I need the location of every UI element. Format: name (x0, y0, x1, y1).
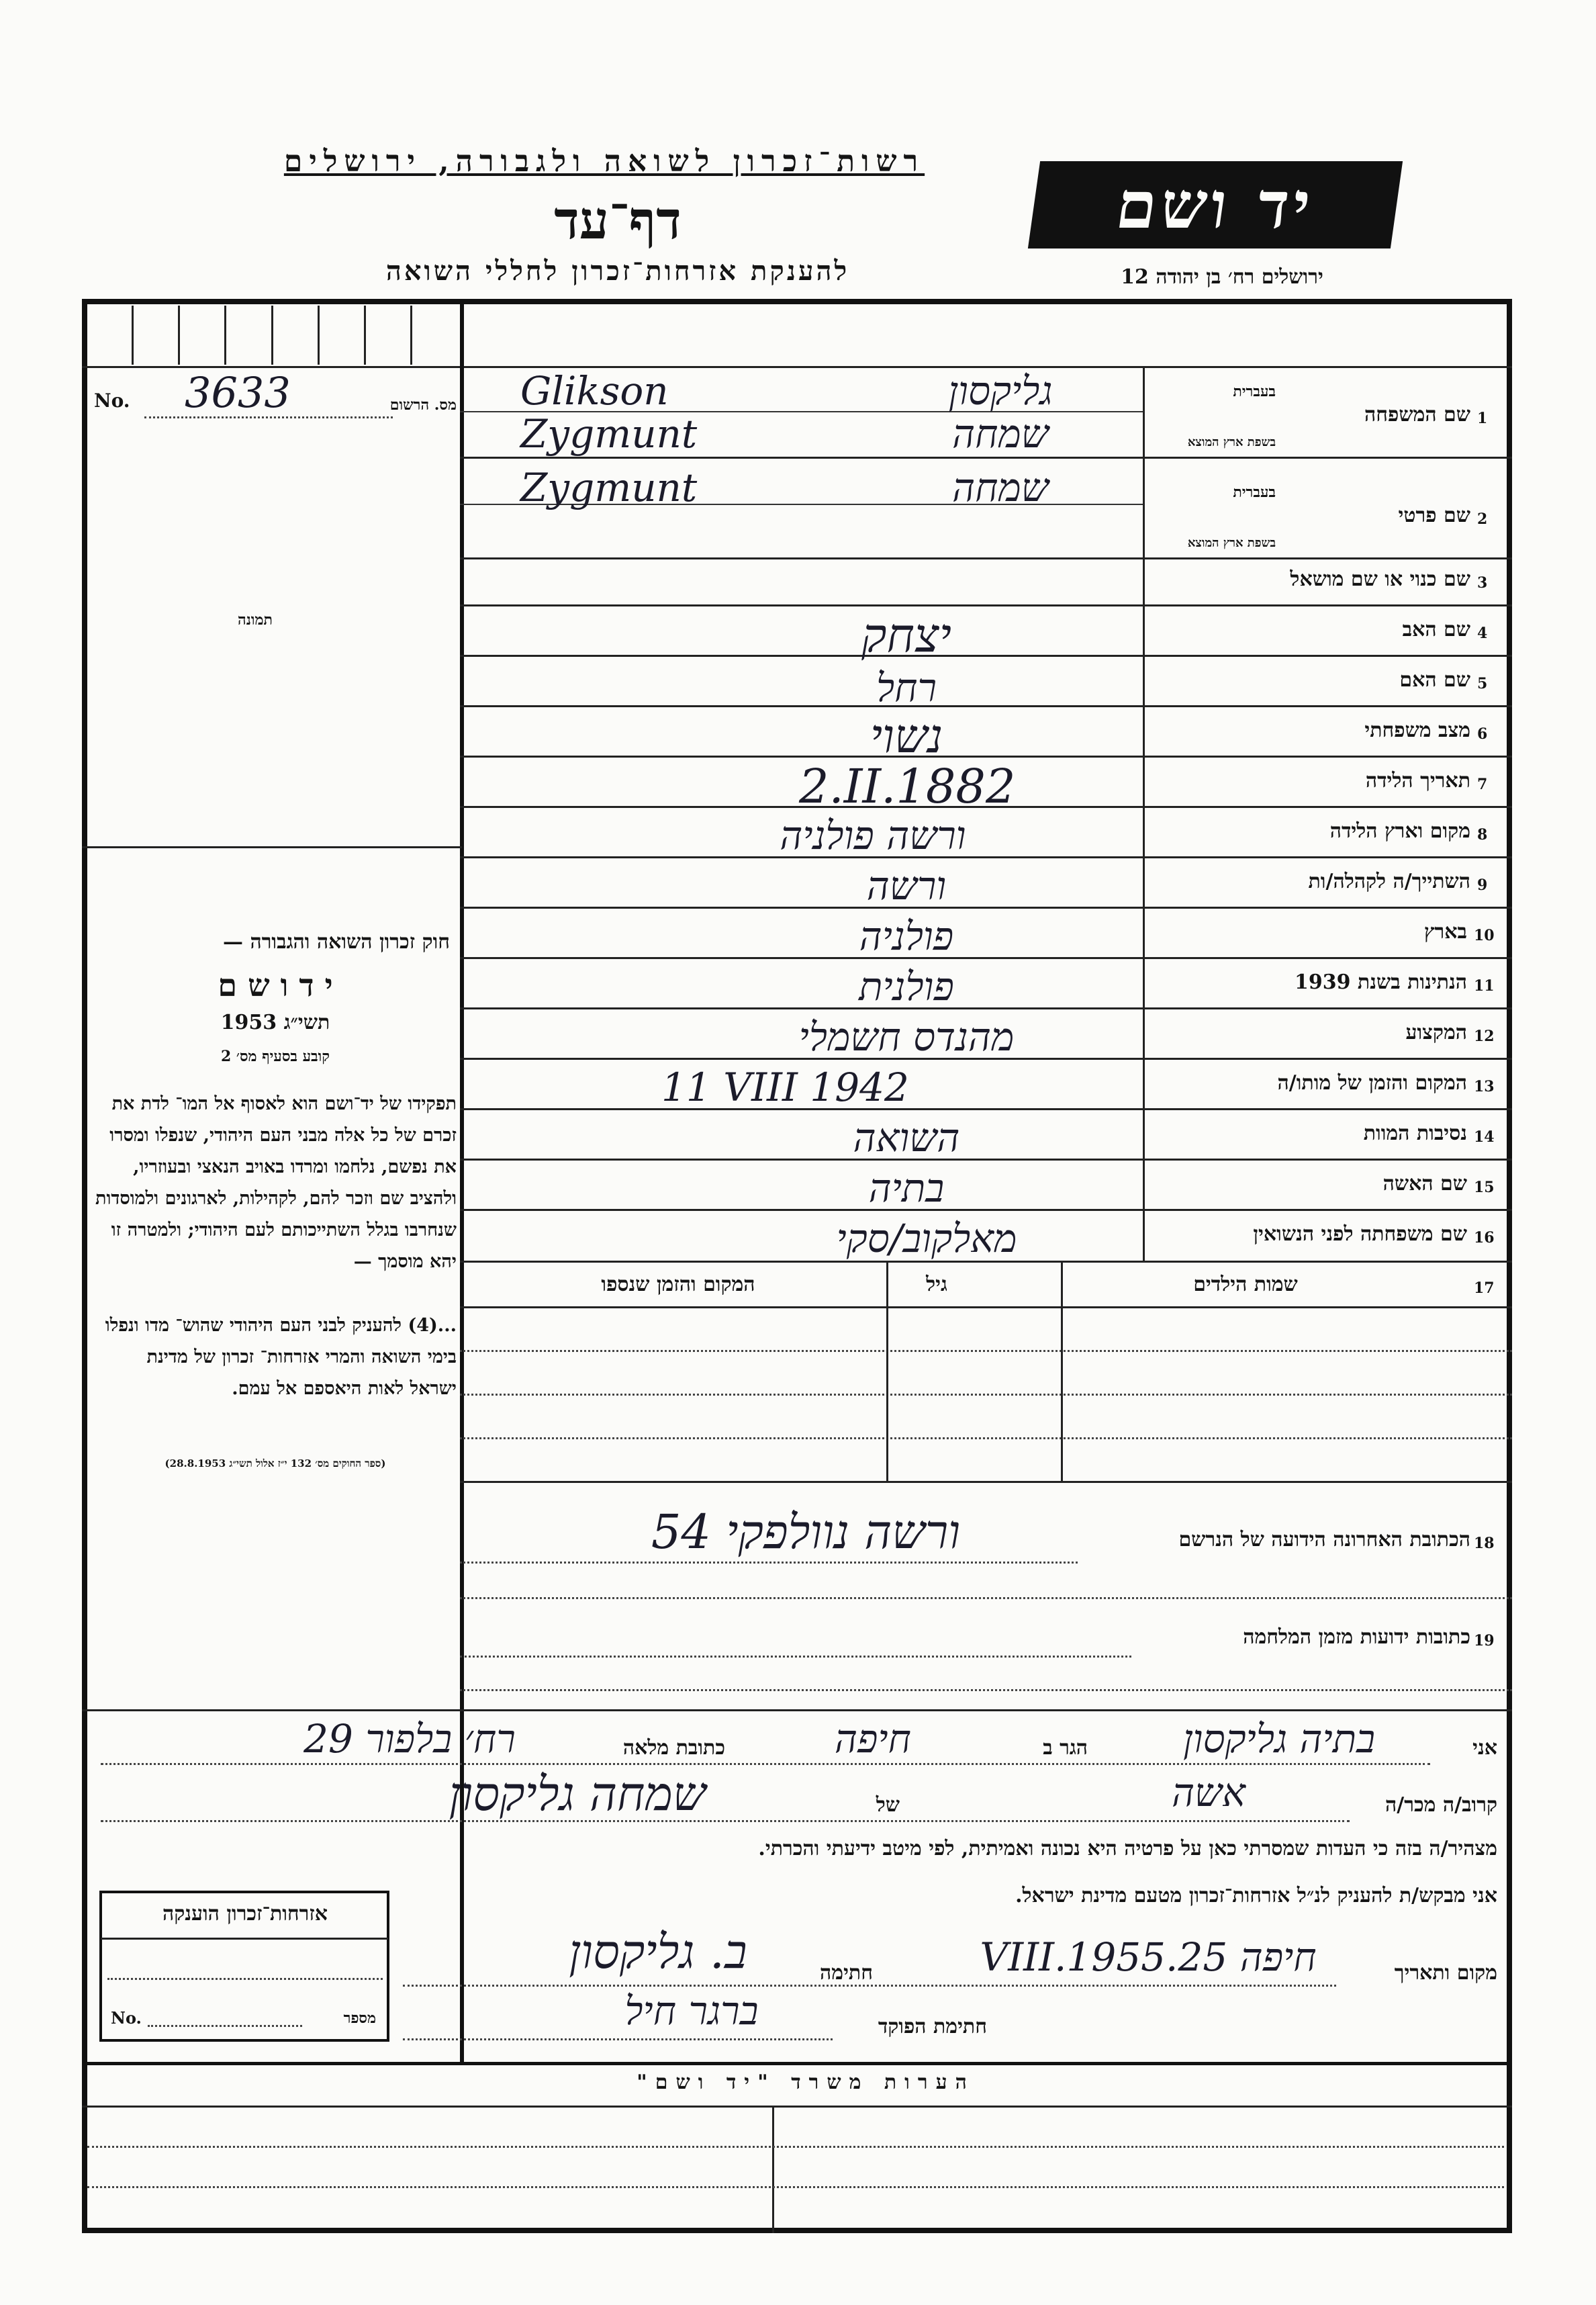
authority-heading: רשות־זכרון לשואה ולגבורה, ירושלים (283, 144, 925, 179)
row-line (460, 1108, 1512, 1110)
field-num: 2 (1477, 510, 1488, 528)
divider (82, 2062, 1512, 2065)
value-community: ורשה (866, 863, 947, 909)
children-names-header: שמות הילדים (1193, 1273, 1298, 1296)
value-firstname-hebrew-2: שמחה (952, 465, 1049, 510)
row-line (460, 1394, 1512, 1396)
id-boxes (87, 306, 457, 365)
field-label-mother: שם האם (1399, 668, 1470, 692)
form-title: דף־עד (554, 190, 682, 251)
divider (82, 2106, 1512, 2108)
value-country: פולניה (859, 913, 954, 959)
children-place-header: המקום והזמן שנספו (601, 1273, 755, 1296)
war-address-label: כתובות ידועות מזמן המלחמה (1243, 1625, 1470, 1649)
divider (82, 1709, 1512, 1711)
field-num: 12 (1474, 1028, 1495, 1045)
row-line (460, 1306, 1512, 1308)
row-line (460, 604, 1512, 606)
ani-label: אני (1472, 1736, 1497, 1760)
citizenship-no-label: No. (111, 2008, 142, 2028)
field-label-birthplace: מקום וארץ הלידה (1329, 819, 1470, 843)
field-label-citizenship-1939: הנתינות בשנת 1939 (1294, 970, 1467, 994)
field-label-community: השתייך/ה לקהלה/ות (1308, 870, 1470, 893)
dotted-line (148, 2025, 302, 2027)
field-num: 6 (1477, 725, 1488, 743)
dotted-line (460, 1562, 1078, 1564)
origin-tag: בשפת ארץ המוצא (1187, 536, 1276, 550)
field-num: 14 (1474, 1128, 1495, 1146)
value-wife-name: בתיה (868, 1165, 945, 1211)
officer-signature-label: חתימת הפוקד (878, 2015, 987, 2038)
of-value: שמחה גליקסון (449, 1766, 706, 1821)
field-label-wife-maiden-name: שם משפחתה לפני הנשואין (1253, 1222, 1467, 1246)
dotted-line (101, 1820, 1350, 1822)
value-citizenship-1939: פולנית (859, 964, 954, 1009)
citizenship-he-no-label: מספר (343, 2009, 376, 2027)
full-address-value: רח׳ בלפור 29 (303, 1716, 516, 1762)
field-label-first-name: שם פרטי (1398, 504, 1470, 527)
relation-label: קרוב/ה מכר/ה (1385, 1793, 1497, 1817)
hebrew-tag: בעברית (1233, 484, 1276, 501)
dotted-line (460, 1689, 1512, 1691)
of-label: של (876, 1793, 900, 1817)
declaration-line-2: אני מבקש/ת להעניק לנ״ל אזרחות־זכרון מטעם מדינת ישראל. (1015, 1884, 1497, 1907)
field-label-father: שם האב (1402, 618, 1470, 641)
field-label-wife-name: שם האשה (1382, 1172, 1467, 1195)
dotted-line (101, 1763, 1430, 1765)
field-num: 13 (1474, 1078, 1495, 1095)
declaration-line-1: מצהיר/ה בזה כי העדות שמסרתי כאן על פרטיה היא נכונה ואמיתית, לפי מיטב ידיעתי והכרתי. (758, 1837, 1497, 1860)
field-num: 11 (1474, 977, 1495, 995)
dotted-line (87, 2186, 1504, 2188)
law-paragraph-1: תפקידו של יד־ושם הוא לאסוף אל המו־ לדת את זכרם של כל אלה מבני העם היהודי, שנפלו ומסרו את נפשם, נלחמו ומרדו באויב הנאצי ובעוזריו, ולהציב שם וזכר להם, לקהילות, לארגונים ולמוסדות שנחרבו בגלל השתייכותם לעם היהודי; ולמטרה זו יהא מוסמך — (95, 1093, 457, 1272)
field-num: 19 (1474, 1632, 1495, 1649)
office-notes-title: הערות משרד "יד ושם" (637, 2071, 975, 2094)
yad-vashem-logo: יד ושם (1028, 161, 1403, 248)
row-line (460, 457, 1512, 459)
field-num: 9 (1477, 876, 1488, 894)
value-death-date: 11 VIII 1942 (661, 1065, 909, 1110)
field-num: 1 (1477, 410, 1488, 427)
law-section: קובע בסעיף מס׳ 2 (220, 1048, 330, 1065)
law-year: תשי״ג 1953 (220, 1011, 330, 1034)
signature-label: חתימה (820, 1961, 873, 1985)
value-profession: מהנדס חשמלי (798, 1014, 1015, 1060)
dotted-line (403, 2038, 833, 2040)
resident-label: הגר ב (1043, 1736, 1088, 1760)
form-subtitle: להענקת אזרחות־זכרון לחללי השואה (385, 255, 850, 287)
value-death-circumstances: השואה (853, 1115, 960, 1161)
field-label-nickname: שם כנוי או שם מושאל (1290, 568, 1470, 591)
value-surname-origin: Glikson (520, 368, 669, 414)
field-label-death-place-time: המקום והזמן של מותו/ה (1277, 1071, 1467, 1095)
value-surname-hebrew: גליקסון (948, 368, 1053, 414)
field-num: 5 (1477, 675, 1488, 692)
law-title: חוק זכרון השואה והגבורה — (223, 930, 450, 954)
field-label-death-circumstances: נסיבות המוות (1363, 1122, 1467, 1145)
signature-value: ב. גליקסון (569, 1924, 747, 1979)
value-mother: רחל (876, 665, 937, 711)
dotted-line (107, 1978, 383, 1980)
reg-number: 3633 (185, 368, 291, 417)
box-line (101, 1938, 388, 1940)
divider (82, 846, 462, 848)
dotted-line (460, 1597, 1512, 1599)
reg-no-label: No. (94, 390, 130, 412)
field-num: 3 (1477, 574, 1488, 592)
value-father: יצחק (861, 608, 951, 663)
relation-value: אשה (1172, 1770, 1246, 1815)
field-num: 7 (1477, 776, 1488, 793)
field-label-profession: המקצוע (1405, 1021, 1467, 1044)
field-num: 18 (1474, 1535, 1495, 1552)
origin-tag: בשפת ארץ המוצא (1187, 435, 1276, 449)
value-birthdate: 2.II.1882 (799, 759, 1016, 814)
dotted-line (87, 2146, 1504, 2148)
row-line (460, 557, 1512, 559)
last-address-label: הכתובת האחרונה הידועה של הנרשם (1178, 1528, 1470, 1551)
value-firstname-origin-2: Zygmunt (520, 465, 698, 510)
hebrew-tag: בעברית (1233, 383, 1276, 400)
row-line (460, 1350, 1512, 1352)
col-line (1061, 1261, 1063, 1481)
logo-address: ירושלים רח׳ בן יהודה 12 (1121, 265, 1323, 289)
reg-he-label: מס. הרשום (389, 396, 457, 414)
place-date-label: מקום ותאריך (1394, 1961, 1497, 1985)
value-birthplace: ורשה פולניה (780, 813, 966, 858)
place-date-value: חיפה 25.VIII.1955 (980, 1934, 1317, 1980)
field-num: 10 (1474, 927, 1495, 944)
reg-dotted-line (144, 416, 393, 418)
last-address-value: ורשה נוולפקי 54 (651, 1504, 961, 1560)
field-num: 17 (1474, 1279, 1495, 1297)
field-label-birthdate: תאריך הלידה (1365, 769, 1470, 793)
photo-label: תמונה (238, 611, 273, 629)
law-name: י ד ו ש ם (218, 967, 333, 1003)
law-paragraph-2: ...(4) להעניק לבני העם היהודי שהוש־ מדו ונפלו בימי השואה והמרי אזרחות־ זכרון של מדינת ישראל לאות היאספם אל עמם. (105, 1315, 457, 1399)
label-column-divider (1143, 366, 1145, 1261)
field-num: 16 (1474, 1229, 1495, 1247)
citizenship-box-title: אזרחות־זכרון הוענקה (162, 1902, 328, 1926)
row-line (460, 1481, 1512, 1483)
law-reference: (ספר החוקים מס׳ 132 י״ז אלול תשי״ג 28.8.1953) (165, 1457, 386, 1470)
field-label-marital: מצב משפחתי (1364, 719, 1470, 742)
col-line (886, 1261, 888, 1481)
resident-value: חיפה (835, 1716, 911, 1762)
field-num: 8 (1477, 826, 1488, 844)
field-label-country: בארץ (1423, 920, 1467, 944)
value-firstname-hebrew: שמחה (952, 411, 1049, 457)
field-num: 15 (1474, 1179, 1495, 1196)
row-line (460, 1437, 1512, 1439)
children-age-header: גיל (926, 1273, 947, 1296)
dotted-line (460, 1656, 1131, 1658)
ani-value: בתיה גליקסון (1182, 1716, 1376, 1762)
dotted-line (403, 1985, 1336, 1987)
col-line (772, 2106, 774, 2233)
full-address-label: כתובת מלאה (622, 1736, 725, 1760)
value-wife-maiden-name: מאלקוב/סקי (836, 1216, 1017, 1261)
officer-signature-value: ברגר חיל (624, 1988, 759, 2034)
value-marital: נשוי (870, 709, 943, 764)
field-num: 4 (1477, 625, 1488, 642)
divider (82, 366, 1512, 368)
field-label-surname: שם המשפחה (1364, 403, 1470, 426)
value-firstname-origin: Zygmunt (520, 411, 698, 457)
